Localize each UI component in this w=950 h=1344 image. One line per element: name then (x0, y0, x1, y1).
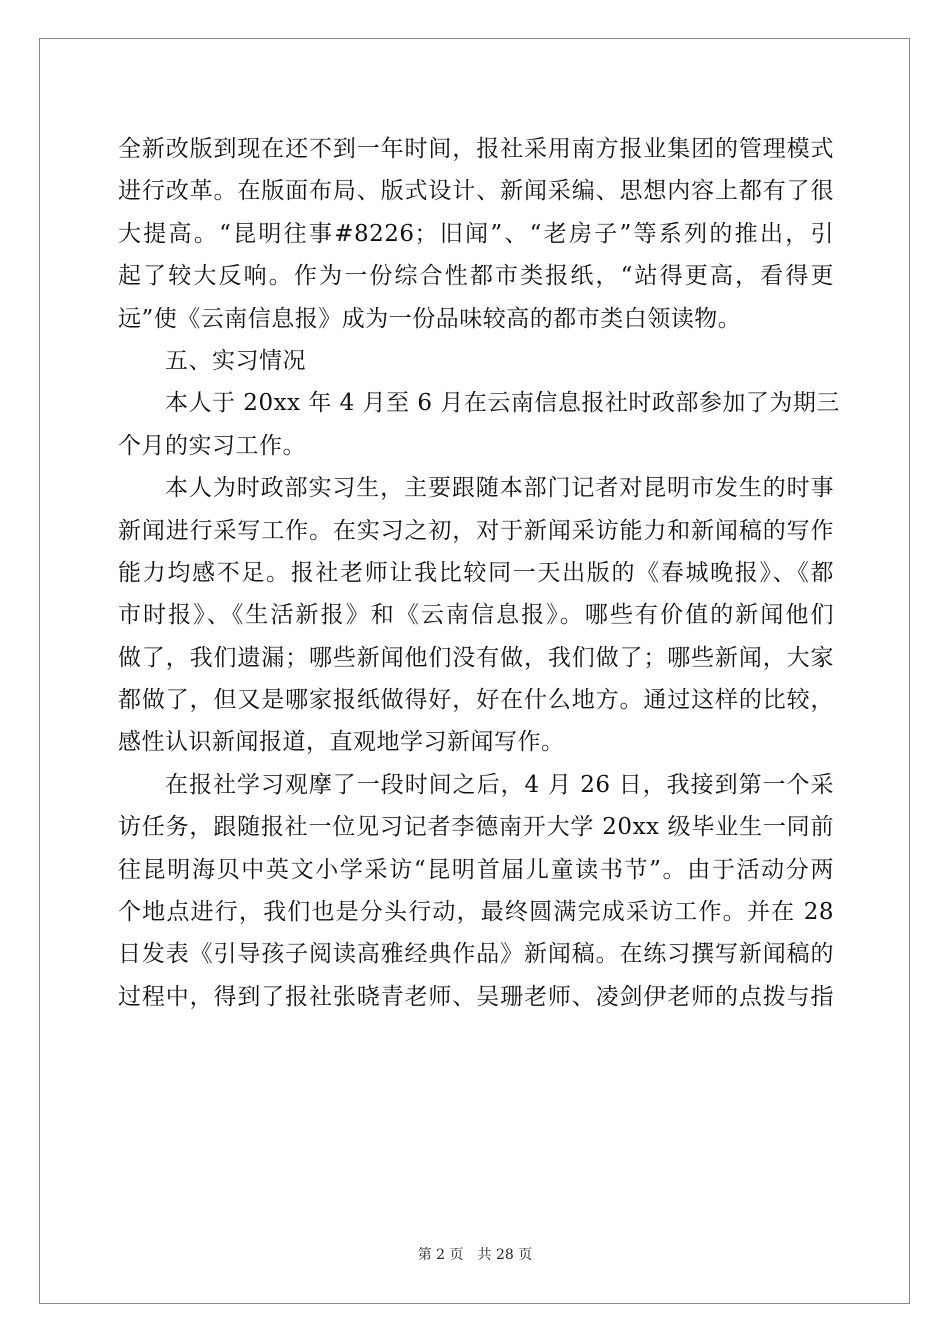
text-line: 进行改革。在版面布局、版式设计、新闻采编、思想内容上都有了很 (118, 178, 834, 205)
text-line: 过程中，得到了报社张晓青老师、吴珊老师、凌剑伊老师的点拨与指 (118, 983, 834, 1010)
text-line: 大提高。“昆明往事#8226；旧闻”、“老房子”等系列的推出，引 (118, 220, 834, 247)
text-line: 五、实习情况 (165, 347, 306, 374)
text-line: 往昆明海贝中英文小学采访“昆明首届儿童读书节”。由于活动分两 (118, 856, 834, 883)
text-line: 个地点进行，我们也是分头行动，最终圆满完成采访工作。并在 28 (118, 899, 834, 926)
text-line: 市时报》、《生活新报》和《云南信息报》。哪些有价值的新闻他们 (118, 602, 834, 629)
page-total: 共 28 页 (477, 1247, 533, 1263)
text-line: 远”使《云南信息报》成为一份品味较高的都市类白领读物。 (118, 305, 742, 332)
text-line: 感性认识新闻报道，直观地学习新闻写作。 (118, 729, 565, 756)
page-number: 第 2 页 (417, 1247, 464, 1263)
text-line: 本人于 20xx 年 4 月至 6 月在云南信息报社时政部参加了为期三 (165, 390, 840, 417)
text-line: 新闻进行采写工作。在实习之初，对于新闻采访能力和新闻稿的写作 (118, 517, 834, 544)
text-line: 访任务，跟随报社一位见习记者李德南开大学 20xx 级毕业生一同前 (118, 814, 834, 841)
text-line: 在报社学习观摩了一段时间之后，4 月 26 日，我接到第一个采 (165, 771, 834, 798)
text-line: 全新改版到现在还不到一年时间，报社采用南方报业集团的管理模式 (118, 136, 834, 162)
text-line: 起了较大反响。作为一份综合性都市类报纸，“站得更高，看得更 (118, 263, 834, 290)
text-line: 能力均感不足。报社老师让我比较同一天出版的《春城晚报》、《都 (118, 559, 834, 586)
text-line: 本人为时政部实习生，主要跟随本部门记者对昆明市发生的时事 (165, 475, 834, 502)
document-body (118, 128, 840, 1018)
text-line: 个月的实习工作。 (118, 432, 306, 459)
text-line: 做了，我们遗漏；哪些新闻他们没有做，我们做了；哪些新闻，大家 (118, 644, 834, 671)
text-line: 都做了，但又是哪家报纸做得好，好在什么地方。通过这样的比较， (118, 687, 834, 714)
page-footer (0, 1244, 950, 1264)
text-line: 日发表《引导孩子阅读高雅经典作品》新闻稿。在练习撰写新闻稿的 (118, 941, 834, 968)
